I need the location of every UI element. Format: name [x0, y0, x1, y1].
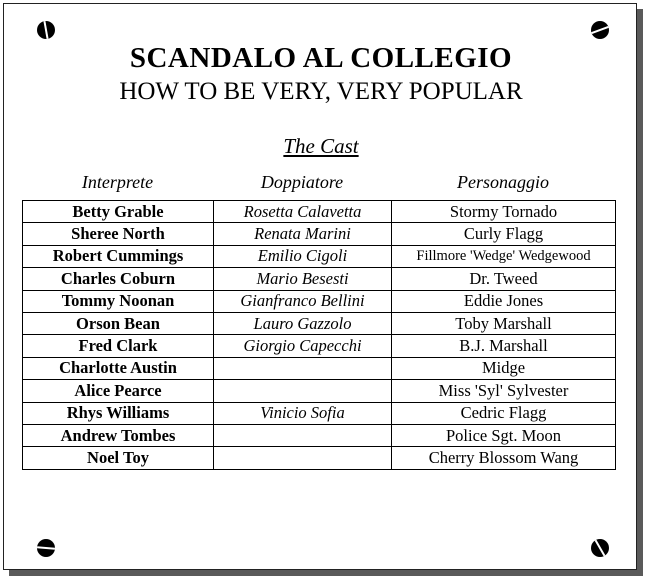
- character-cell: Toby Marshall: [392, 312, 616, 334]
- actor-cell: Noel Toy: [23, 447, 214, 469]
- table-row: [23, 290, 616, 312]
- actor-cell: Charlotte Austin: [23, 357, 214, 379]
- character-cell: Miss 'Syl' Sylvester: [392, 380, 616, 402]
- character-cell: Fillmore 'Wedge' Wedgewood: [392, 245, 616, 267]
- actor-cell: Tommy Noonan: [23, 290, 214, 312]
- dubber-cell: Renata Marini: [214, 223, 392, 245]
- actor-cell: Robert Cummings: [23, 245, 214, 267]
- film-subtitle: HOW TO BE VERY, VERY POPULAR: [119, 78, 523, 105]
- dubber-cell: Mario Besesti: [214, 268, 392, 290]
- dubber-cell: [214, 424, 392, 446]
- screw-top-left-icon: [37, 21, 55, 39]
- actor-cell: Charles Coburn: [23, 268, 214, 290]
- character-cell: Police Sgt. Moon: [392, 424, 616, 446]
- dubber-cell: Gianfranco Bellini: [214, 290, 392, 312]
- dubber-cell: Vinicio Sofia: [214, 402, 392, 424]
- actor-cell: Alice Pearce: [23, 380, 214, 402]
- table-row: [23, 357, 616, 379]
- dubber-cell: [214, 447, 392, 469]
- dubber-cell: [214, 357, 392, 379]
- table-row: [23, 380, 616, 402]
- column-header-personaggio: Personaggio: [457, 172, 549, 192]
- screw-top-right-icon: [591, 21, 609, 39]
- character-cell: Cedric Flagg: [392, 402, 616, 424]
- table-row: [23, 223, 616, 245]
- dubber-cell: Rosetta Calavetta: [214, 201, 392, 223]
- column-header-doppiatore: Doppiatore: [260, 172, 344, 192]
- actor-cell: Andrew Tombes: [23, 424, 214, 446]
- actor-cell: Orson Bean: [23, 312, 214, 334]
- dubber-cell: Emilio Cigoli: [214, 245, 392, 267]
- actor-cell: Sheree North: [23, 223, 214, 245]
- screw-bottom-left-icon: [37, 539, 55, 557]
- table-row: [23, 402, 616, 424]
- character-cell: Curly Flagg: [392, 223, 616, 245]
- screw-bottom-right-icon: [591, 539, 609, 557]
- cast-table: [22, 200, 616, 470]
- section-heading: The Cast: [283, 134, 359, 158]
- character-cell: Cherry Blossom Wang: [392, 447, 616, 469]
- table-row: [23, 335, 616, 357]
- dubber-cell: [214, 380, 392, 402]
- actor-cell: Rhys Williams: [23, 402, 214, 424]
- table-row: [23, 245, 616, 267]
- actor-cell: Fred Clark: [23, 335, 214, 357]
- character-cell: Dr. Tweed: [392, 268, 616, 290]
- table-row: [23, 312, 616, 334]
- column-header-interprete: Interprete: [81, 172, 154, 192]
- film-title: SCANDALO AL COLLEGIO: [129, 42, 513, 74]
- character-cell: Midge: [392, 357, 616, 379]
- character-cell: B.J. Marshall: [392, 335, 616, 357]
- character-cell: Stormy Tornado: [392, 201, 616, 223]
- dubber-cell: Giorgio Capecchi: [214, 335, 392, 357]
- table-row: [23, 424, 616, 446]
- table-row: [23, 268, 616, 290]
- character-cell: Eddie Jones: [392, 290, 616, 312]
- cast-plaque: [3, 3, 637, 570]
- dubber-cell: Lauro Gazzolo: [214, 312, 392, 334]
- table-row: [23, 201, 616, 223]
- actor-cell: Betty Grable: [23, 201, 214, 223]
- table-row: [23, 447, 616, 469]
